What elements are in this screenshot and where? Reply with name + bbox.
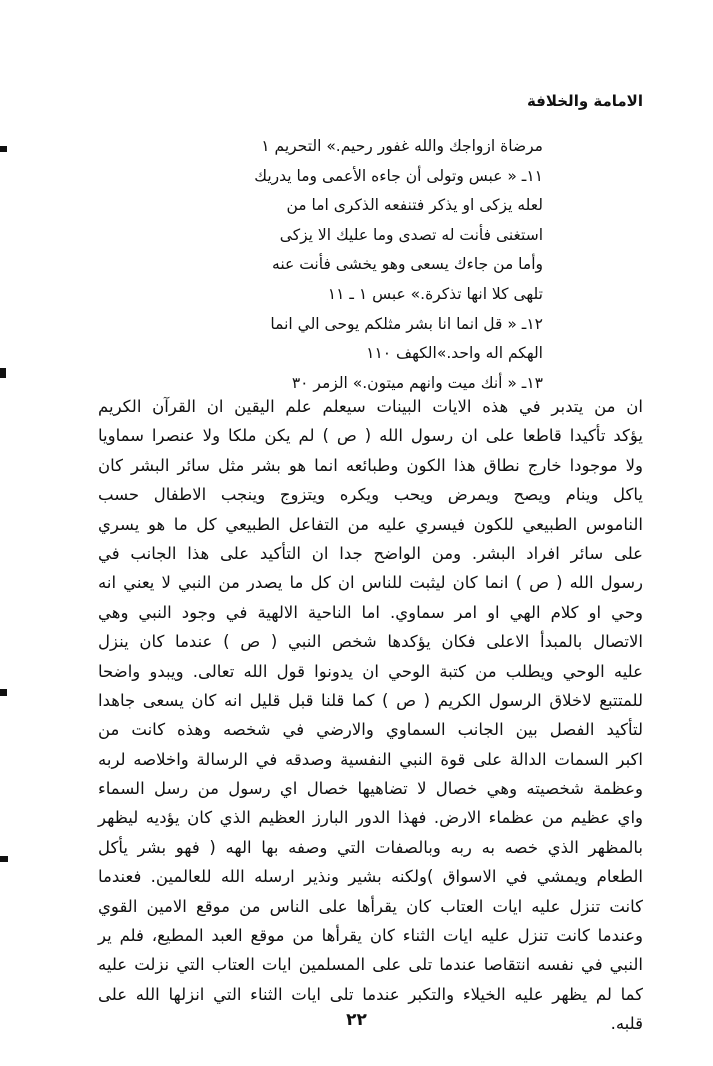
body-line: كما لم يظهر عليه الخيلاء والتكبر عندما تلى ايات الثناء التي انزلها الله على xyxy=(98,984,643,1004)
quote-line: الهكم اله واحد.»الكهف ١١٠ xyxy=(366,344,543,363)
body-line: بالمظهر الذي خصه به ربه وبالصفات التي وصفه بها الهه ( فهو بشر يأكل xyxy=(98,837,643,857)
quote-line: تلهى كلا انها تذكرة.» عبس ١ ـ ١١ xyxy=(327,284,543,303)
quote-line: ١٢ـ « قل انما انا بشر مثلكم يوحى الي انما xyxy=(270,314,543,333)
scan-edge-mark xyxy=(0,146,7,152)
quote-line: وأما من جاءك يسعى وهو يخشى فأنت عنه xyxy=(272,255,543,274)
quran-quotes-list xyxy=(123,132,543,398)
body-line: وعندما كانت تنزل عليه ايات الثناء كان يقرأها من موقع العبد المطيع، فلم ير xyxy=(98,926,643,946)
body-paragraph xyxy=(98,392,643,1039)
body-line: يؤكد تأكيدا قاطعا على ان رسول الله ( ص ) لم يكن ملكا ولا عنصرا سماويا xyxy=(98,426,643,446)
scan-edge-mark xyxy=(0,368,6,378)
page-number: ٢٢ xyxy=(346,1010,367,1030)
quote-line: ١١ـ « عبس وتولى أن جاءه الأعمى وما يدريك xyxy=(254,166,543,185)
body-line: على سائر افراد البشر. ومن الواضح جدا ان التأكيد على هذا الجانب في xyxy=(98,543,643,563)
body-line: كانت تنزل عليه ايات العتاب كان يقرأها على الناس من موقع الامين القوي xyxy=(98,896,643,916)
quote-line: لعله يزكى او يذكر فتنفعه الذكرى اما من xyxy=(286,196,543,215)
body-line: ان من يتدبر في هذه الايات البينات سيعلم علم اليقين ان القرآن الكريم xyxy=(98,397,643,416)
quote-line: استغنى فأنت له تصدى وما عليك الا يزكى xyxy=(279,225,543,244)
body-line: وعظمة شخصيته وهي خصال لا تضاهيها خصال اي رسول من رسل السماء xyxy=(98,779,643,799)
body-line: رسول الله ( ص ) انما كان ليثبت للناس ان كل ما يصدر من النبي لا يعني انه xyxy=(98,573,643,593)
body-line: الطعام ويمشي في الاسواق )ولكنه بشير ونذير ارسله الله للعالمين. فعندما xyxy=(98,867,643,887)
scan-edge-mark xyxy=(0,856,8,862)
body-line: ولا موجودا خارج نطاق هذا الكون وطبائعه انما هو بشر مثل سائر البشر كان xyxy=(98,455,643,475)
quote-line: ١٣ـ « أنك ميت وانهم ميتون.» الزمر ٣٠ xyxy=(291,373,543,392)
body-line: لتأكيد الفصل بين الجانب السماوي والارضي في شخصه وهذه كانت من xyxy=(98,720,643,740)
scan-edge-mark xyxy=(0,689,7,696)
body-line: للمتتبع لاخلاق الرسول الكريم ( ص ) كما قلنا قبل قليل انه كان يسعى جاهدا xyxy=(98,690,643,710)
body-line: ياكل وينام ويصح ويمرض ويحب ويكره ويتزوج وينجب الاطفال حسب xyxy=(98,485,643,505)
running-header: الامامة والخلافة xyxy=(526,92,643,110)
body-line: وحي او كلام الهي او امر سماوي. اما الناحية الالهية في وجود النبي وهي xyxy=(98,602,643,622)
body-line: الاتصال بالمبدأ الاعلى فكان يؤكدها شخص النبي ( ص ) عندما كان ينزل xyxy=(98,632,643,652)
body-line: قلبه. xyxy=(610,1014,643,1034)
body-line: النبي في نفسه انتقاصا عندما تلى على المسلمين ايات العتاب التي نزلت عليه xyxy=(98,955,643,975)
body-line: عليه الوحي ويطلب من كتبة الوحي ان يدونوا قول الله تعالى. ويبدو واضحا xyxy=(98,661,643,681)
body-line: واي عظيم من عظماء الارض. فهذا الدور البارز العظيم الذي كان يؤديه ليظهر xyxy=(98,808,643,828)
quote-line: مرضاة ازواجك والله غفور رحيم.» التحريم ١ xyxy=(261,137,543,155)
body-line: الناموس الطبيعي للكون فيسري عليه من التفاعل الطبيعي كل ما هو يسري xyxy=(98,514,643,534)
body-line: اكبر السمات الدالة على قوة النبي النفسية وصدقه في الرسالة واخلاصه لربه xyxy=(98,749,643,769)
